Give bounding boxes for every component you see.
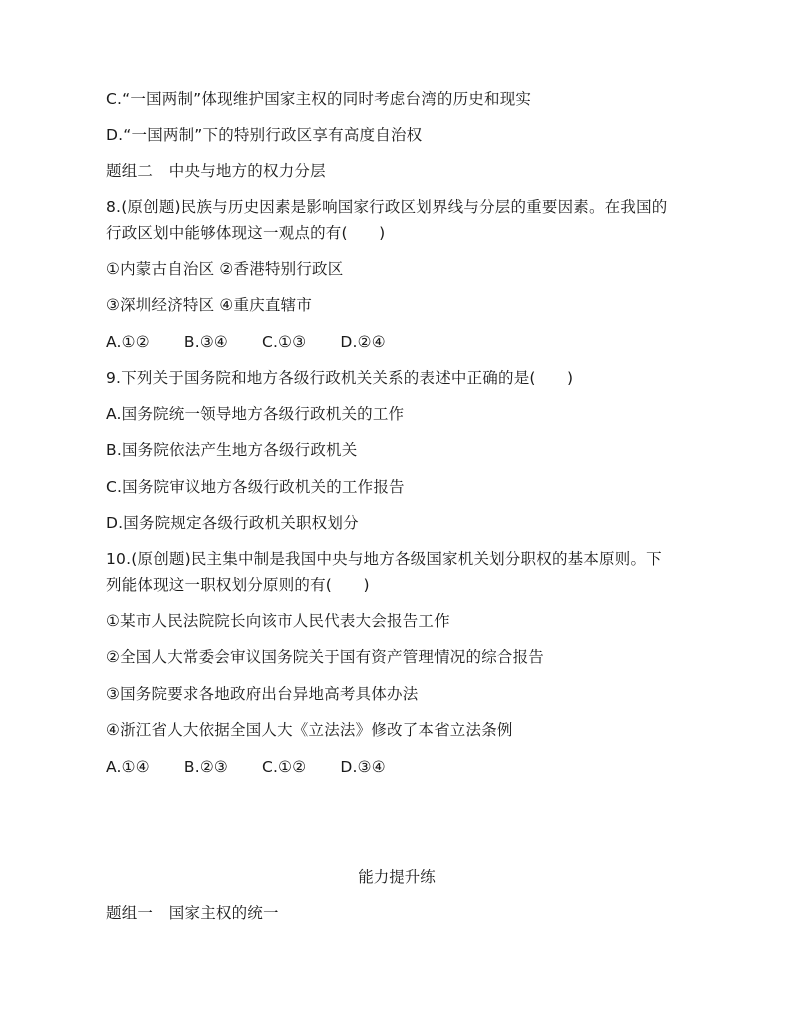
q9-option-d: D.国务院规定各级行政机关职权划分 — [106, 514, 359, 532]
group-heading-1: 题组一 国家主权的统一 — [106, 904, 279, 922]
q10-option-d: D.③④ — [340, 758, 386, 776]
q10-item-1: ①某市人民法院院长向该市人民代表大会报告工作 — [106, 612, 450, 630]
q10-item-4: ④浙江省人大依据全国人大《立法法》修改了本省立法条例 — [106, 721, 513, 739]
q10-stem-line-1: 10.(原创题)民主集中制是我国中央与地方各级国家机关划分职权的基本原则。下 — [106, 550, 662, 568]
q7-option-d: D.“一国两制”下的特别行政区享有高度自治权 — [106, 126, 423, 144]
q7-option-c: C.“一国两制”体现维护国家主权的同时考虑台湾的历史和现实 — [106, 90, 532, 108]
q9-option-c: C.国务院审议地方各级行政机关的工作报告 — [106, 478, 405, 496]
q10-option-b: B.②③ — [183, 758, 229, 776]
q10-option-a: A.①④ — [106, 758, 150, 776]
section-title: 能力提升练 — [358, 868, 436, 886]
q8-option-d: D.②④ — [340, 333, 386, 351]
q10-stem-line-2: 列能体现这一职权划分原则的有( ) — [106, 576, 370, 594]
q8-option-b: B.③④ — [183, 333, 229, 351]
q10-option-c: C.①② — [262, 758, 307, 776]
q8-items-2: ③深圳经济特区 ④重庆直辖市 — [106, 296, 313, 314]
q8-items-1: ①内蒙古自治区 ②香港特别行政区 — [106, 260, 344, 278]
q10-options — [106, 756, 420, 778]
q8-stem-line-1: 8.(原创题)民族与历史因素是影响国家行政区划界线与分层的重要因素。在我国的 — [106, 198, 668, 216]
q8-options — [106, 331, 420, 353]
q8-stem-line-2: 行政区划中能够体现这一观点的有( ) — [106, 224, 386, 242]
q9-option-a: A.国务院统一领导地方各级行政机关的工作 — [106, 405, 405, 423]
group-heading-2: 题组二 中央与地方的权力分层 — [106, 162, 326, 180]
q8-option-a: A.①② — [106, 333, 150, 351]
q10-item-2: ②全国人大常委会审议国务院关于国有资产管理情况的综合报告 — [106, 648, 544, 666]
q8-option-c: C.①③ — [262, 333, 307, 351]
q9-option-b: B.国务院依法产生地方各级行政机关 — [106, 441, 358, 459]
q10-item-3: ③国务院要求各地政府出台异地高考具体办法 — [106, 685, 419, 703]
q9-stem: 9.下列关于国务院和地方各级行政机关关系的表述中正确的是( ) — [106, 369, 574, 387]
